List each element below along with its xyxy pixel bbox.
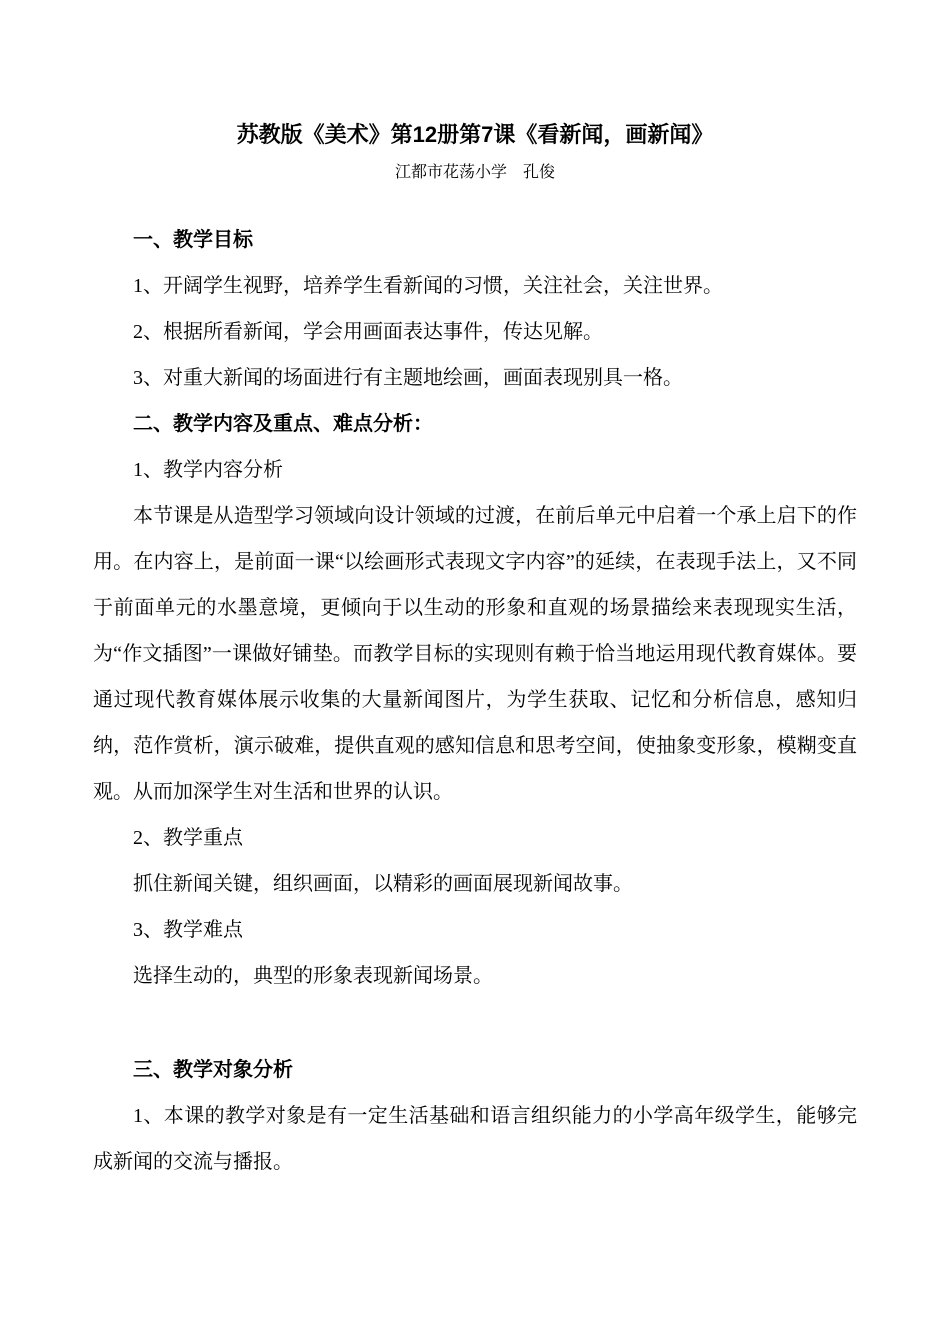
content-analysis-body: 本节课是从造型学习领域向设计领域的过渡，在前后单元中启着一个承上启下的作用。在内容上，是前面一课“以绘画形式表现文字内容”的延续，在表现手法上，又不同于前面单元的水墨意境，更倾向于以生动的形象和直观的场景描绘来表现现实生活，为“作文插图”一课做好铺垫。而教学目标的实现则有赖于恰当地运用现代教育媒体。要通过现代教育媒体展示收集的大量新闻图片，为学生获取、记忆和分析信息，感知归纳，范作赏析，演示破难，提供直观的感知信息和思考空间，使抽象变形象，模糊变直观。从而加深学生对生活和世界的认识。 <box>93 505 857 803</box>
teaching-difficulty-body: 选择生动的，典型的形象表现新闻场景。 <box>133 965 493 987</box>
teaching-key-point-subheading: 2、教学重点 <box>133 827 243 849</box>
content-analysis-subheading: 1、教学内容分析 <box>133 459 283 481</box>
goal-item-3: 3、对重大新闻的场面进行有主题地绘画，画面表现别具一格。 <box>133 367 683 389</box>
goal-item-2: 2、根据所看新闻，学会用画面表达事件，传达见解。 <box>133 321 603 343</box>
student-analysis-body: 1、本课的教学对象是有一定生活基础和语言组织能力的小学高年级学生，能够完成新闻的交流与播报。 <box>93 1105 857 1173</box>
goal-item-1: 1、开阔学生视野，培养学生看新闻的习惯，关注社会，关注世界。 <box>133 275 723 297</box>
document-title: 苏教版《美术》第12册第7课《看新闻，画新闻》 <box>236 122 714 147</box>
section-heading-content-analysis: 二、教学内容及重点、难点分析： <box>133 413 433 435</box>
section-heading-student-analysis: 三、教学对象分析 <box>133 1059 293 1081</box>
document-author: 江都市花荡小学 孔俊 <box>394 164 555 181</box>
teaching-key-point-body: 抓住新闻关键，组织画面，以精彩的画面展现新闻故事。 <box>133 873 633 895</box>
section-heading-teaching-goals: 一、教学目标 <box>133 229 253 251</box>
teaching-difficulty-subheading: 3、教学难点 <box>133 919 243 941</box>
